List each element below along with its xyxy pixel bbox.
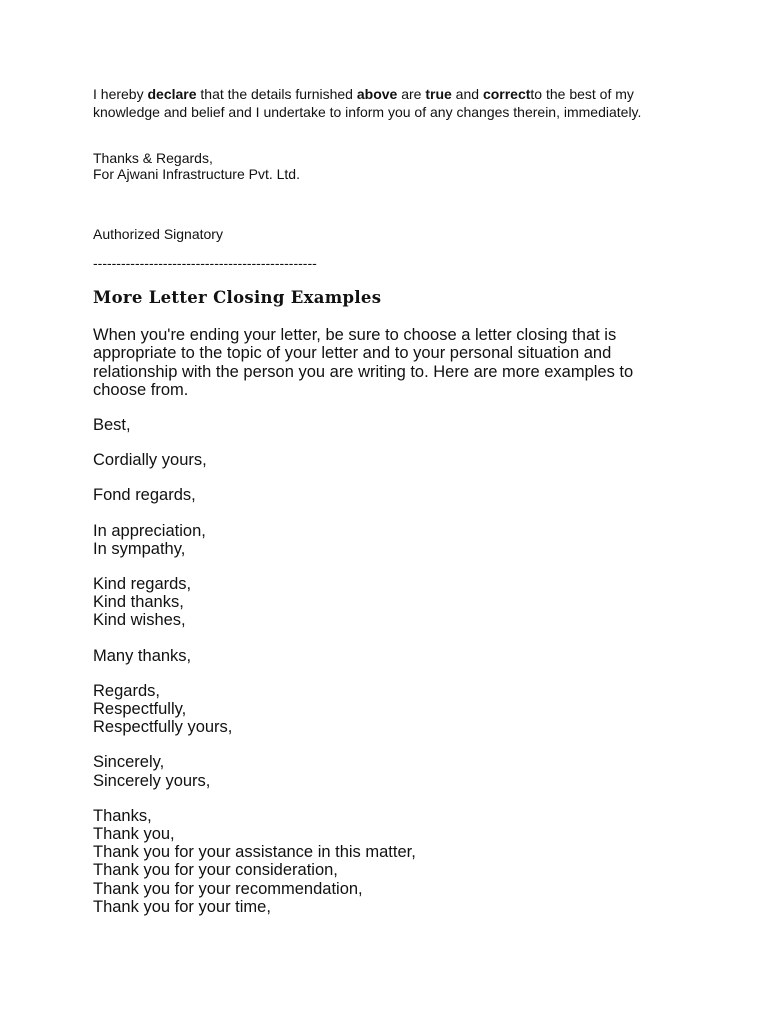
- dashed-divider: ------------------------------------------------: [93, 255, 317, 271]
- closing-example: Regards,: [93, 681, 160, 700]
- closing-example: Thank you for your recommendation,: [93, 879, 363, 898]
- closing-example: Many thanks,: [93, 646, 192, 665]
- closing-example: In sympathy,: [93, 539, 186, 558]
- declaration-bold-word: true: [425, 86, 452, 102]
- declaration-bold-word: above: [356, 86, 398, 102]
- example-group: [93, 647, 416, 665]
- example-group: [93, 753, 416, 789]
- closing-example: Thank you for your time,: [93, 897, 271, 916]
- intro-paragraph: When you're ending your letter, be sure to choose a letter closing that is appropriate to the topic of your letter and to your personal situation and relationship with the person you are writing to. Here are more examples to choose from.: [93, 326, 634, 399]
- declaration-text: and: [451, 86, 483, 102]
- closing-example: Sincerely,: [93, 753, 165, 772]
- declaration-text: to the best of my knowledge and belief and I undertake to inform you of any changes therein, immediately.: [93, 86, 642, 120]
- closing-example: Cordially yours,: [93, 451, 207, 470]
- closing-examples-list: [93, 416, 416, 933]
- closing-thanks: Thanks & Regards,: [93, 150, 213, 166]
- section-heading: More Letter Closing Examples: [93, 288, 382, 307]
- authorized-signatory: Authorized Signatory: [93, 226, 223, 242]
- closing-example: Respectfully yours,: [93, 718, 233, 737]
- declaration-text: are: [397, 86, 426, 102]
- closing-example: Kind wishes,: [93, 611, 186, 630]
- closing-block: [93, 150, 300, 182]
- closing-example: In appreciation,: [93, 521, 206, 540]
- example-group: [93, 682, 416, 737]
- closing-example: Thank you for your assistance in this matter,: [93, 843, 416, 862]
- declaration-paragraph: [93, 85, 693, 121]
- example-group: [93, 575, 416, 630]
- closing-example: Kind thanks,: [93, 593, 184, 612]
- declaration-bold-word: declare: [147, 86, 197, 102]
- closing-example: Best,: [93, 416, 131, 434]
- declaration-bold-word: correct: [482, 86, 531, 102]
- example-group: [93, 522, 416, 558]
- closing-example: Sincerely yours,: [93, 771, 211, 790]
- closing-company: For Ajwani Infrastructure Pvt. Ltd.: [93, 166, 300, 182]
- closing-example: Thank you for your consideration,: [93, 861, 338, 880]
- example-group: [93, 486, 416, 504]
- closing-example: Respectfully,: [93, 700, 187, 719]
- closing-example: Fond regards,: [93, 486, 196, 505]
- example-group: [93, 416, 416, 434]
- example-group: [93, 451, 416, 469]
- example-group: [93, 807, 416, 916]
- closing-example: Thanks,: [93, 806, 152, 825]
- closing-example: Thank you,: [93, 825, 175, 844]
- closing-example: Kind regards,: [93, 575, 192, 594]
- declaration-text: that the details furnished: [196, 86, 357, 102]
- declaration-text: I hereby: [93, 86, 148, 102]
